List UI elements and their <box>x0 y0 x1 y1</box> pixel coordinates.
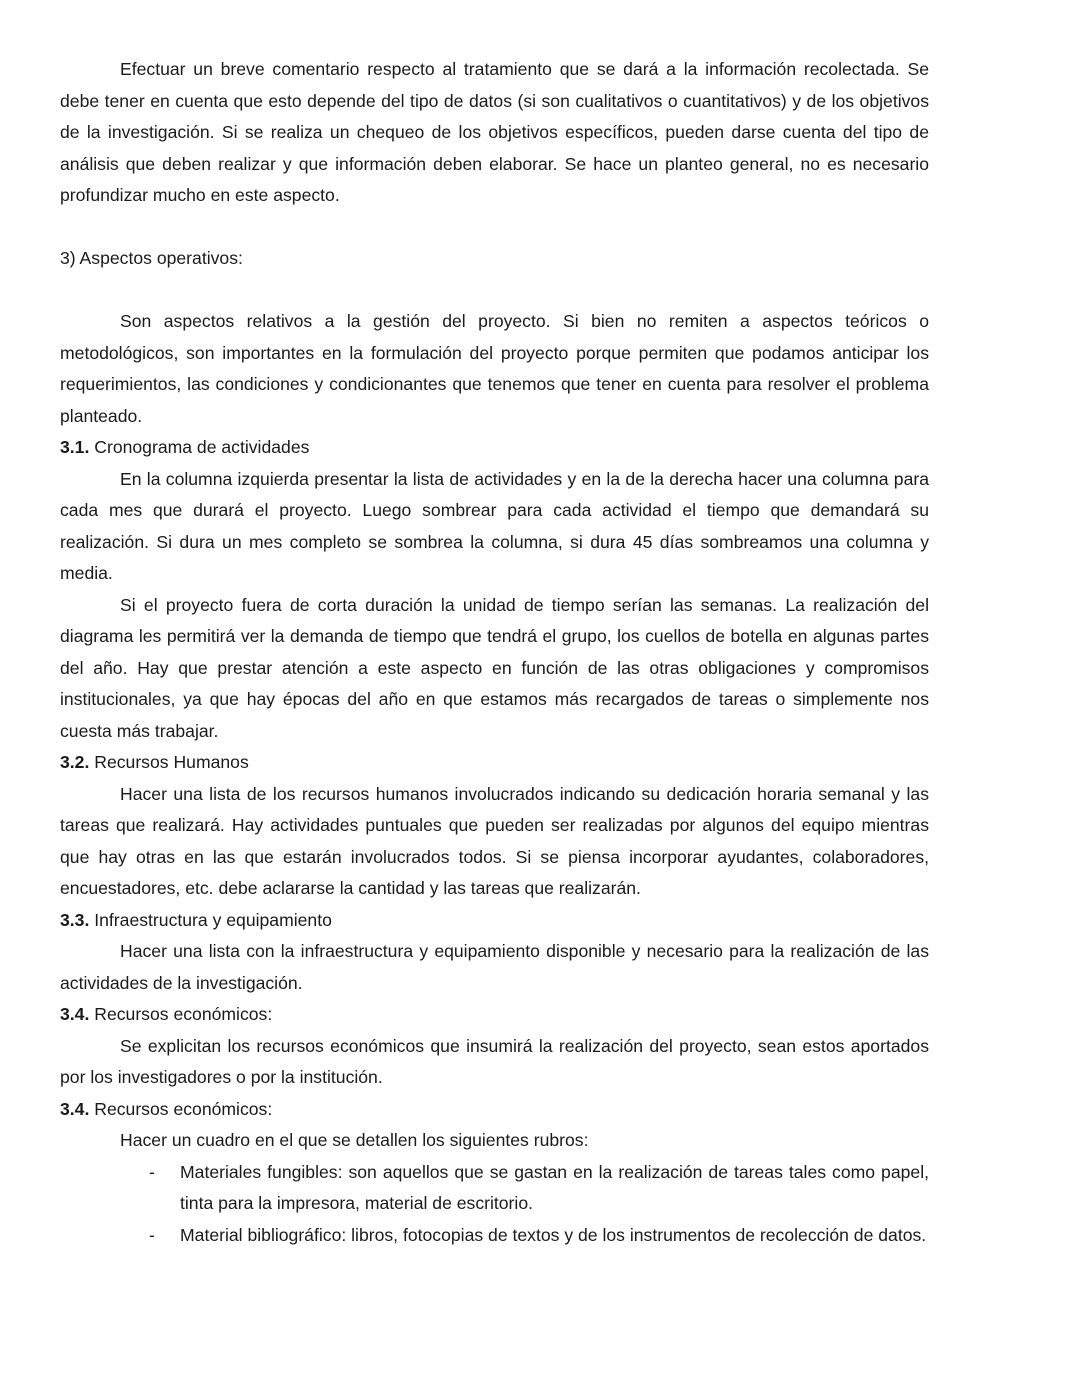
section-3-1-paragraph-2: Si el proyecto fuera de corta duración la unidad de tiempo serían las semanas. La realización del diagrama les permitirá ver la demanda de tiempo que tendrá el grupo, los cuellos de botella en algunas partes del año. Hay que prestar atención a este aspecto en función de las otras obligaciones y compromisos institucionales, ya que hay épocas del año en que estamos más recargados de tareas o simplemente nos cuesta más trabajar. <box>60 594 929 741</box>
heading-3-2 <box>60 747 929 779</box>
section-3-2-paragraph: Hacer una lista de los recursos humanos involucrados indicando su dedicación horaria semanal y las tareas que realizará. Hay actividades puntuales que pueden ser realizadas por algunos del equipo mientras que hay otras en las que estarán involucrados todos. Si se piensa incorporar ayudantes, colaboradores, encuestadores, etc. debe aclararse la cantidad y las tareas que realizarán. <box>60 783 929 898</box>
document-page <box>60 54 929 1251</box>
heading-3-4-second <box>60 1094 929 1126</box>
list-item-text: Material bibliográfico: libros, fotocopias de textos y de los instrumentos de recolección de datos. <box>180 1224 927 1245</box>
heading-3-4-first <box>60 999 929 1031</box>
rubros-list <box>60 1157 929 1252</box>
heading-3-1-title: Cronograma de actividades <box>94 437 310 457</box>
section-3-4-first-paragraph: Se explicitan los recursos económicos que insumirá la realización del proyecto, sean estos aportados por los investigadores o por la institución. <box>60 1035 929 1087</box>
heading-3-2-number: 3.2. <box>60 752 90 772</box>
bullet-dash: - <box>149 1161 155 1182</box>
list-item <box>149 1157 929 1220</box>
heading-3-4-second-number: 3.4. <box>60 1098 90 1119</box>
blank-line <box>60 212 929 244</box>
heading-3-1 <box>60 432 929 464</box>
heading-3-4-second-title: Recursos económicos: <box>94 1098 273 1119</box>
heading-3-1-number: 3.1. <box>60 437 90 457</box>
heading-3-3 <box>60 905 929 937</box>
blank-line <box>60 275 929 307</box>
heading-3-4-first-number: 3.4. <box>60 1004 90 1024</box>
section-3-3-paragraph: Hacer una lista con la infraestructura y equipamiento disponible y necesario para la realización de las actividades de la investigación. <box>60 941 929 993</box>
list-item <box>149 1220 929 1252</box>
heading-3-4-first-title: Recursos económicos: <box>94 1004 273 1024</box>
heading-3-2-title: Recursos Humanos <box>94 752 249 772</box>
section-3-intro: Son aspectos relativos a la gestión del proyecto. Si bien no remiten a aspectos teóricos o metodológicos, son importantes en la formulación del proyecto porque permiten que podamos anticipar los requerimientos, las condiciones y condicionantes que tenemos que tener en cuenta para resolver el problema planteado. <box>60 311 929 426</box>
section-3-title: 3) Aspectos operativos: <box>60 248 243 268</box>
section-3-4-second-paragraph: Hacer un cuadro en el que se detallen los siguientes rubros: <box>120 1130 589 1150</box>
section-3-1-paragraph-1: En la columna izquierda presentar la lista de actividades y en la de la derecha hacer una columna para cada mes que durará el proyecto. Luego sombrear para cada actividad el tiempo que demandará su realización. Si dura un mes completo se sombrea la columna, si dura 45 días sombreamos una columna y media. <box>60 468 929 583</box>
heading-3-3-title: Infraestructura y equipamiento <box>94 909 332 930</box>
bullet-dash: - <box>149 1224 155 1245</box>
intro-paragraph: Efectuar un breve comentario respecto al tratamiento que se dará a la información recolectada. Se debe tener en cuenta que esto depende del tipo de datos (si son cualitativos o cuantitativos) y de los objetivos de la investigación. Si se realiza un chequeo de los objetivos específicos, pueden darse cuenta del tipo de análisis que deben realizar y que información deben elaborar. Se hace un planteo general, no es necesario profundizar mucho en este aspecto. <box>60 59 929 205</box>
heading-3-3-number: 3.3. <box>60 909 90 930</box>
list-item-text: Materiales fungibles: son aquellos que se gastan en la realización de tareas tales como papel, tinta para la impresora, material de escritorio. <box>180 1161 929 1213</box>
